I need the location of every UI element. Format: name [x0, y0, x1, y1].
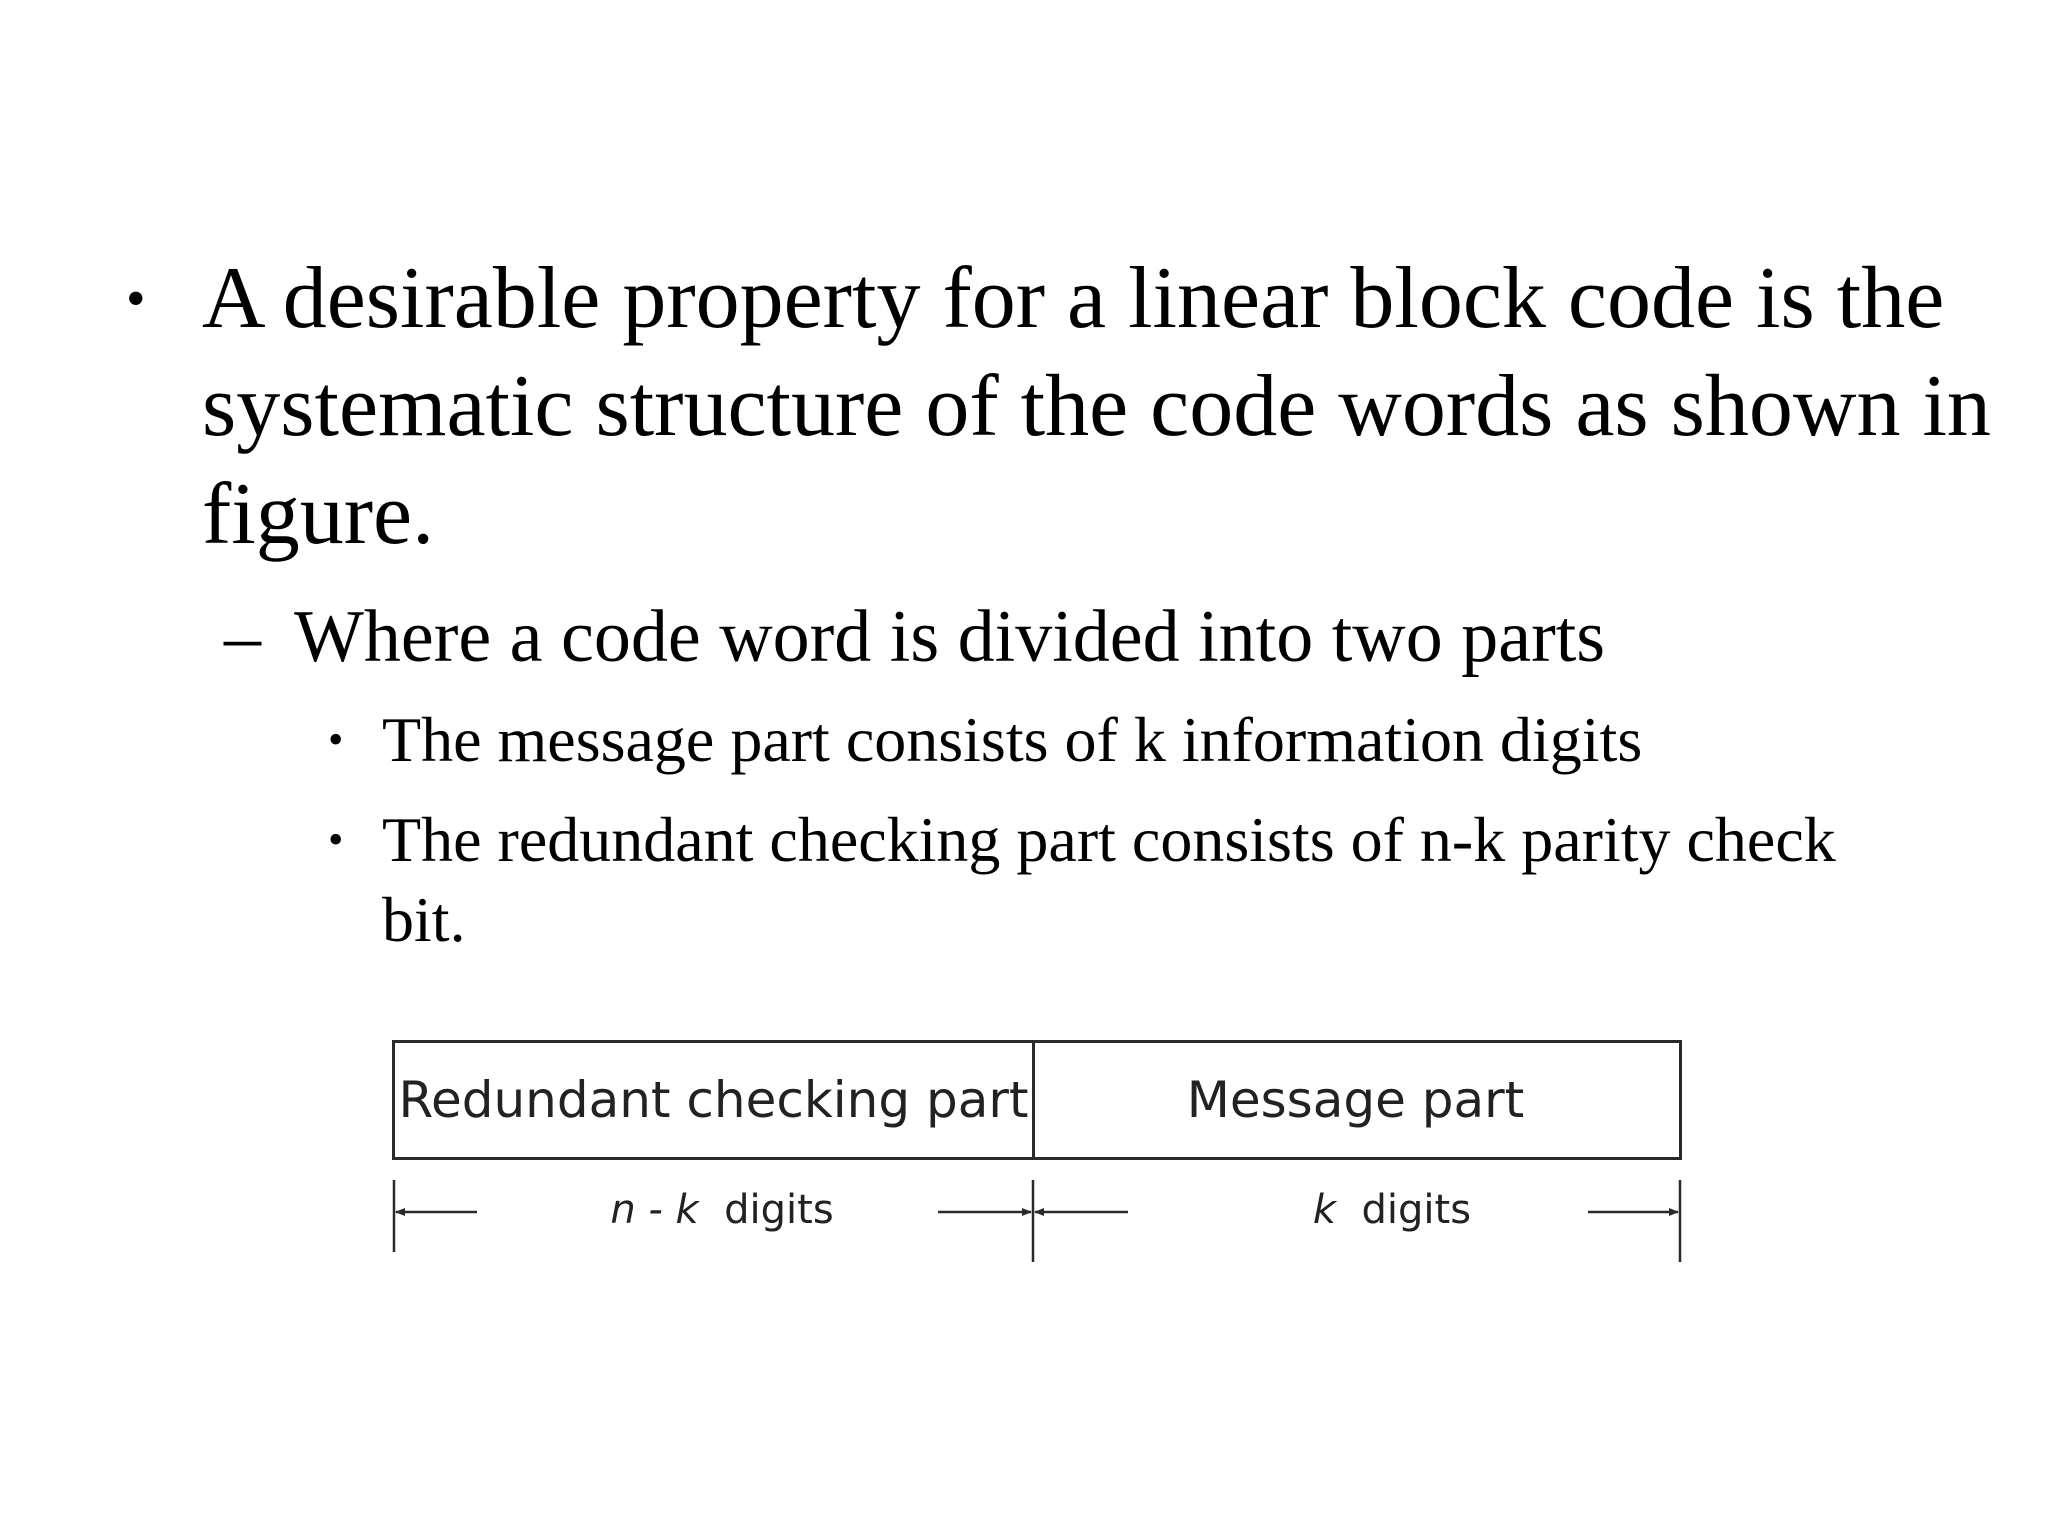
redundant-part-box: Redundant checking part — [392, 1040, 1035, 1160]
dash-marker: – — [224, 596, 261, 678]
n-minus-k-var: n - k — [610, 1187, 699, 1233]
k-digits-label — [1222, 1180, 1562, 1240]
n-minus-k-digits-label — [542, 1180, 902, 1240]
codeword-structure-diagram — [392, 1040, 1682, 1280]
sub-sub-bullet-text: The message part consists of k information digits — [382, 704, 1643, 775]
k-var: k — [1312, 1187, 1337, 1233]
bullet-marker: • — [328, 815, 344, 864]
digits-unit: digits — [724, 1187, 834, 1233]
bullet-marker: • — [328, 715, 344, 764]
sub-bullet-text: Where a code word is divided into two parts — [294, 596, 1606, 678]
bullet-text: A desirable property for a linear block code is the systematic structure of the code words as shown in figure. — [202, 250, 1991, 563]
bullet-marker: • — [126, 268, 146, 330]
sub-sub-bullet-text: The redundant checking part consists of n-k parity check bit. — [382, 804, 1836, 955]
dimension-arrows — [392, 1040, 1682, 1280]
message-part-box: Message part — [1032, 1040, 1682, 1160]
digits-unit: digits — [1361, 1187, 1472, 1233]
